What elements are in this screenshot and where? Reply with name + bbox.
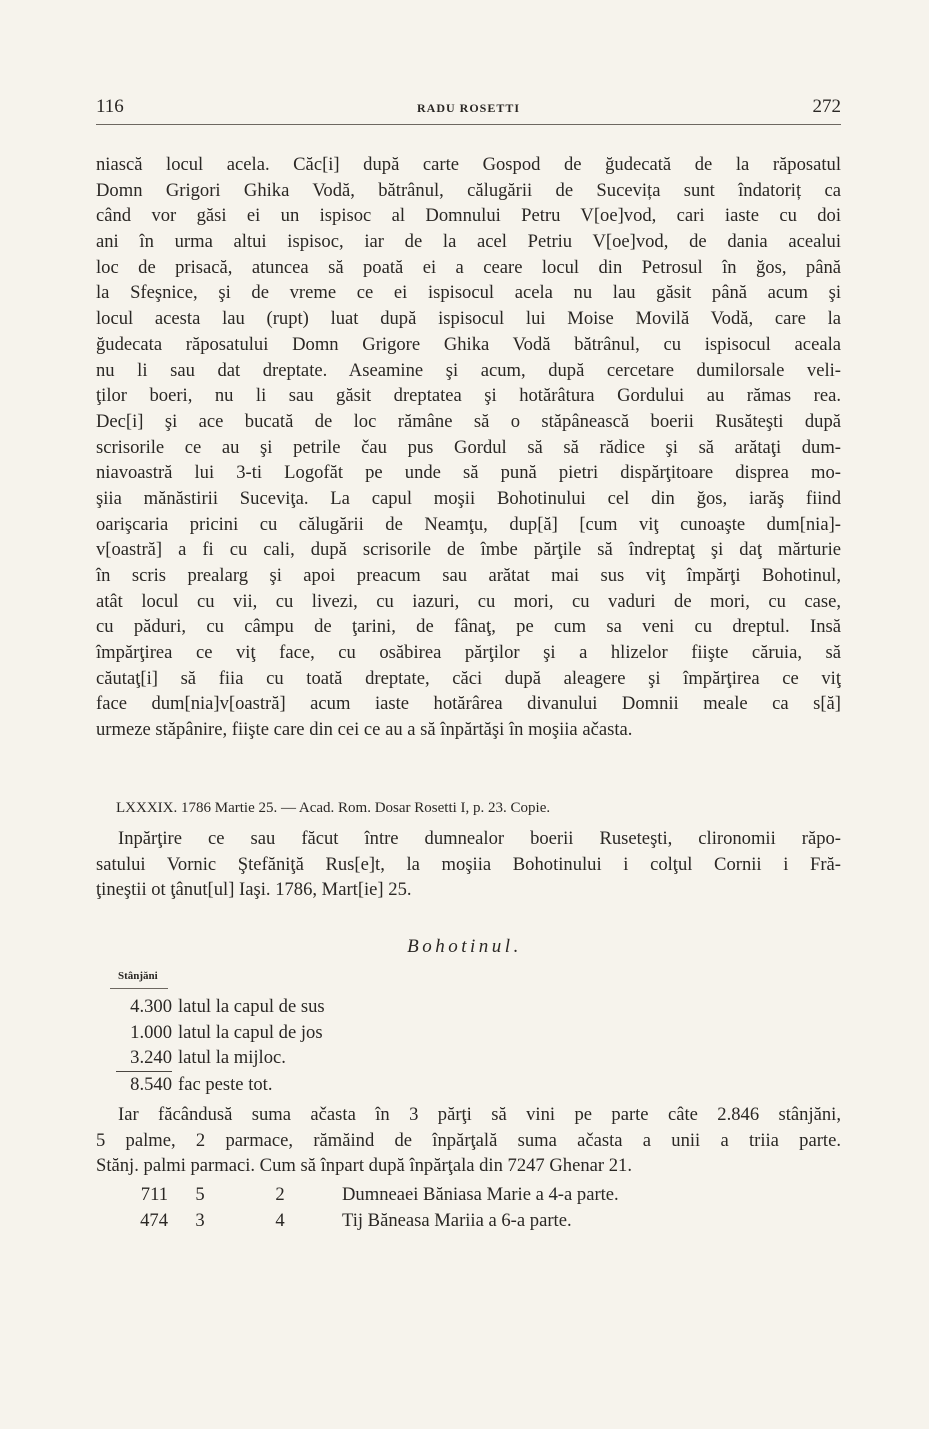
shares-table [96, 1182, 841, 1233]
text-line: ğudecata răposatului Domn Grigore Ghika Vodă bătrânul, cu ispisocul aceala [96, 333, 841, 355]
page-number-right: 272 [812, 96, 841, 117]
stanjani-column-label: Stânjăni [118, 970, 158, 982]
text-line: ani în urma altui ispisoc, iar de la acel Petriu V[oe]vod, de dania acealui [96, 231, 841, 253]
share-row [96, 1208, 841, 1234]
text-line: 5 palme, 2 parmace, rămăind de înpărţală suma ačasta a unii a triia parte. [96, 1129, 841, 1151]
share-parmaci: 4 [275, 1209, 285, 1231]
measurement-label: latul la capul de sus [178, 996, 325, 1017]
share-palmi: 5 [195, 1184, 205, 1205]
share-parmaci: 2 [275, 1184, 285, 1205]
text-line: la Sfeşnice, şi de vreme ce ei ispisocul acela nu lau găsit până acum şi [96, 282, 841, 304]
measurement-label: latul la mijloc. [178, 1047, 286, 1069]
division-text [96, 1102, 841, 1179]
measurement-row [116, 1020, 516, 1046]
text-line: locul acesta lau (rupt) luat după ispisocul lui Moise Movilă Vodă, care la [96, 308, 841, 330]
measurement-row [116, 1071, 516, 1097]
stanjani-rule [110, 988, 168, 989]
text-line: şiia mănăstirii Suceviţa. La capul moşii Bohotinului cel din ğos, iarăş fiind [96, 487, 841, 509]
text-line: niască locul acela. Căc[i] după carte Gospod de ğudecată de la răposatul [96, 154, 841, 175]
text-line: când vor găsi ei un ispisoc al Domnului Petru V[oe]vod, cari iaste cu doi [96, 205, 841, 227]
measurement-value: 3.240 [116, 1045, 172, 1072]
text-line: cu păduri, cu câmpu de ţarini, de fânaţ, pe cum sa veni cu dreptul. Insă [96, 616, 841, 638]
measurement-row [116, 1045, 516, 1071]
share-palmi: 3 [195, 1209, 205, 1231]
measurement-row [116, 994, 516, 1020]
text-line: în scris prealarg şi apoi preacum sau arătat mai sus viţ împărţi Bohotinul, [96, 565, 841, 586]
text-line: ţilor boeri, nu li sau găsit dreptatea şi hotărâtura Gordului au rămas rea. [96, 385, 841, 407]
text-line: Domn Grigori Ghika Vodă, bătrânul, călugării de Sucevița sunt îndatoriț ca [96, 179, 841, 201]
running-title: RADU ROSETTI [416, 101, 521, 115]
share-recipient: Tij Băneasa Mariia a 6-a parte. [342, 1209, 572, 1231]
measurement-label: fac peste tot. [178, 1074, 273, 1096]
share-stanjani: 711 [140, 1184, 168, 1205]
section-heading: Bohotinul. [407, 936, 522, 957]
document-reference: LXXXIX. 1786 Martie 25. — Acad. Rom. Dosar Rosetti I, p. 23. Copie. [116, 800, 551, 816]
text-line: v[oastră] a fi cu cali, după scrisorile de îmbe părţile să îndreptaţ şi daţ mărturie [96, 539, 841, 561]
text-line: satului Vornic Ştefăniţă Rus[e]t, la moşiia Bohotinului i colţul Cornii i Fră- [96, 853, 841, 875]
text-line: ţineştii ot ţânut[ul] Iaşi. 1786, Mart[ie] 25. [96, 879, 412, 901]
measurement-value: 8.540 [116, 1071, 172, 1098]
page-header [96, 96, 841, 122]
text-line: nu li sau dat dreptate. Aseamine şi acum, după cercetare dumilorsale veli- [96, 359, 841, 381]
measurement-value: 4.300 [130, 996, 172, 1017]
text-line: căutaţ[i] să fiia cu toată dreptate, căci după aleagere şi împărţirea ce viţ [96, 667, 841, 689]
share-row [96, 1182, 841, 1208]
text-line: Iar făcândusă suma ačasta în 3 părţi să vini pe parte câte 2.846 stânjăni, [118, 1104, 841, 1125]
text-line: Stănj. palmi parmaci. Cum să înpart după înpărţala din 7247 Ghenar 21. [96, 1155, 632, 1177]
measurements-list [116, 994, 516, 1097]
body-text [96, 152, 841, 743]
page-number-left: 116 [96, 96, 124, 117]
measurement-value: 1.000 [130, 1021, 172, 1043]
text-line: face dum[nia]v[oastră] acum iaste hotărârea divanului Domnii meale ca s[ă] [96, 693, 841, 715]
text-line: niavoastră lui 3-ti Logofăt pe unde să pună pietri dispărţitoare disprea mo- [96, 462, 841, 484]
text-line: scrisorile ce au şi petrile čau pus Gordul să să rădice şi să arătaţi dum- [96, 436, 841, 458]
text-line: Inpărţire ce sau făcut între dumnealor boerii Ruseteşti, clironomii răpo- [118, 828, 841, 849]
text-line: Dec[i] şi ace bucată de loc rămâne să o stăpânească boerii Rusăteşti după [96, 410, 841, 432]
share-stanjani: 474 [140, 1209, 168, 1231]
text-line: loc de prisacă, atuncea să poată ei a ceare locul din Petrosul în ğos, până [96, 256, 841, 278]
text-line: oarişcaria pricini cu călugării de Neamţu, dup[ă] [cum viţ cunoaşte dum[nia]- [96, 513, 841, 535]
document-intro [96, 826, 841, 903]
text-line: atât locul cu vii, cu livezi, cu iazuri, cu mori, cu vaduri de mori, cu case, [96, 590, 841, 612]
text-line: împărţirea ce viţ face, cu osăbirea părţilor şi a hlizelor fiişte căruia, să [96, 642, 841, 664]
share-recipient: Dumneaei Băniasa Marie a 4-a parte. [342, 1184, 619, 1205]
header-rule [96, 124, 841, 125]
measurement-label: latul la capul de jos [178, 1021, 323, 1043]
text-line: urmeze stăpânire, fiişte care din cei ce au a să înpărtăşi în moşiia ačasta. [96, 719, 633, 741]
